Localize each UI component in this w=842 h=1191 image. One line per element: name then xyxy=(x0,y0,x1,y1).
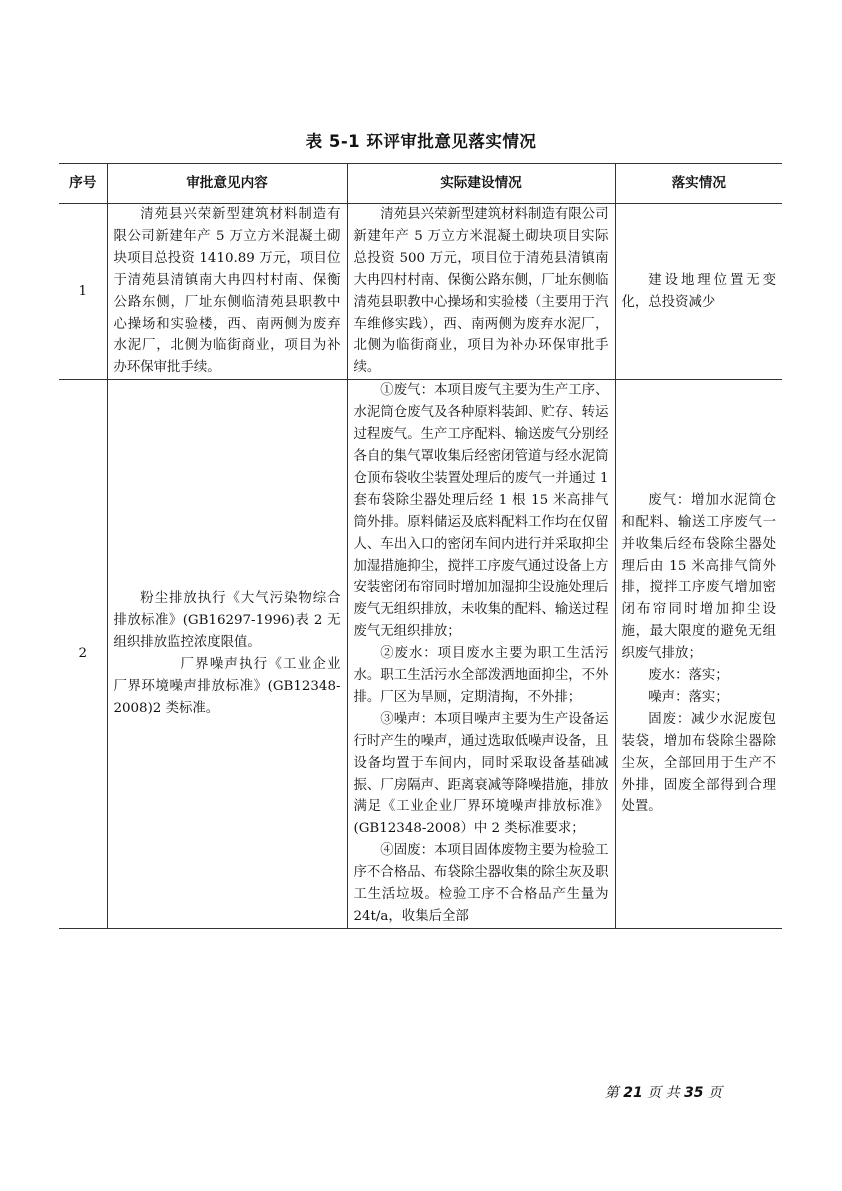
actual-text: 清苑县兴荣新型建筑材料制造有限公司新建年产 5 万立方米混凝土砌块项目实际总投资 500 万元，项目位于清苑县清镇南大冉四村村南、保衡公路东侧，厂址东侧临清苑县职教中心操场和实验楼（主要用于汽车维修实践），西、南两侧为废弃水泥厂，北侧为临街商业，项目为补办环保审批手续。 xyxy=(353,207,609,376)
approval-table xyxy=(59,163,782,929)
footer-middle: 页 共 xyxy=(642,1085,685,1101)
status-cell xyxy=(615,204,782,380)
table-header-row xyxy=(59,164,782,204)
status-text: 噪声：落实； xyxy=(648,689,729,705)
actual-cell xyxy=(347,380,615,929)
status-text: 固废：减少水泥废包装袋，增加布袋除尘器除尘灰，全部回用于生产不外排，固废全部得到合理处置。 xyxy=(621,711,776,815)
requirement-cell xyxy=(107,380,347,929)
status-text: 废气：增加水泥筒仓和配料、输送工序废气一并收集后经布袋除尘器处理后由 15 米高排气筒外排，搅拌工序废气增加密闭布帘同时增加抑尘设施，最大限度的避免无组织废气排放； xyxy=(621,492,776,662)
requirement-text: 厂界噪声执行《工业企业厂界环境噪声排放标准》(GB12348-2008)2 类标准。 xyxy=(113,657,341,716)
footer-suffix: 页 xyxy=(703,1085,722,1101)
table-row xyxy=(59,204,782,380)
requirement-text: 粉尘排放执行《大气污染物综合排放标准》(GB16297-1996)表 2 无组织排放监控浓度限值。 xyxy=(113,591,341,651)
actual-text: ④固废：本项目固体废物主要为检验工序不合格品、布袋除尘器收集的除尘灰及职工生活垃圾。检验工序不合格品产生量为 24t/a，收集后全部 xyxy=(353,843,609,924)
header-actual: 实际建设情况 xyxy=(347,164,615,204)
page-footer xyxy=(605,1082,722,1102)
footer-total-pages: 35 xyxy=(684,1085,704,1101)
row-index: 1 xyxy=(59,204,107,380)
actual-text: ①废气：本项目废气主要为生产工序、水泥筒仓废气及各种原料装卸、贮存、转运过程废气。生产工序配料、输送废气分别经各自的集气罩收集后经密闭管道与经水泥筒仓顶布袋收尘装置处理后的废气一并通过 1 套布袋除尘器处理后经 1 根 15 米高排气筒外排。原料储运及底料配料工作均在仅留人、车出入口的密闭车间内进行并采取抑尘加湿措施抑尘，搅拌工序废气通过设备上方安装密闭布帘同时增加加湿抑尘设施处理后废气无组织排放，未收集的配料、输送过程废气无组织排放； xyxy=(353,383,609,640)
actual-text: ③噪声：本项目噪声主要为生产设备运行时产生的噪声，通过选取低噪声设备，且设备均置于车间内，同时采取设备基础减振、厂房隔声、距离衰减等降噪措施，排放满足《工业企业厂界环境噪声排放标准》(GB12348-2008）中 2 类标准要求； xyxy=(353,711,609,837)
actual-text: ②废水：项目废水主要为职工生活污水。职工生活污水全部泼洒地面抑尘，不外排。厂区为旱厕，定期清掏，不外排； xyxy=(353,646,609,705)
table-row xyxy=(59,380,782,929)
actual-cell xyxy=(347,204,615,380)
header-index: 序号 xyxy=(59,164,107,204)
header-status: 落实情况 xyxy=(615,164,782,204)
footer-page-number: 21 xyxy=(623,1085,643,1101)
requirement-text: 清苑县兴荣新型建筑材料制造有限公司新建年产 5 万立方米混凝土砌块项目总投资 1410.89 万元，项目位于清苑县清镇南大冉四村村南、保衡公路东侧，厂址东侧临清苑县职教中心操场和实验楼，西、南两侧为废弃水泥厂，北侧为临街商业，项目为补办环保审批手续。 xyxy=(113,207,341,376)
status-text: 废水：落实； xyxy=(648,668,729,684)
row-index: 2 xyxy=(59,380,107,929)
status-cell xyxy=(615,380,782,929)
table-title: 表 5-1 环评审批意见落实情况 xyxy=(305,132,537,151)
footer-prefix: 第 xyxy=(604,1085,624,1101)
header-requirement: 审批意见内容 xyxy=(107,164,347,204)
requirement-cell xyxy=(107,204,347,380)
status-text: 建设地理位置无变化，总投资减少 xyxy=(621,272,776,310)
